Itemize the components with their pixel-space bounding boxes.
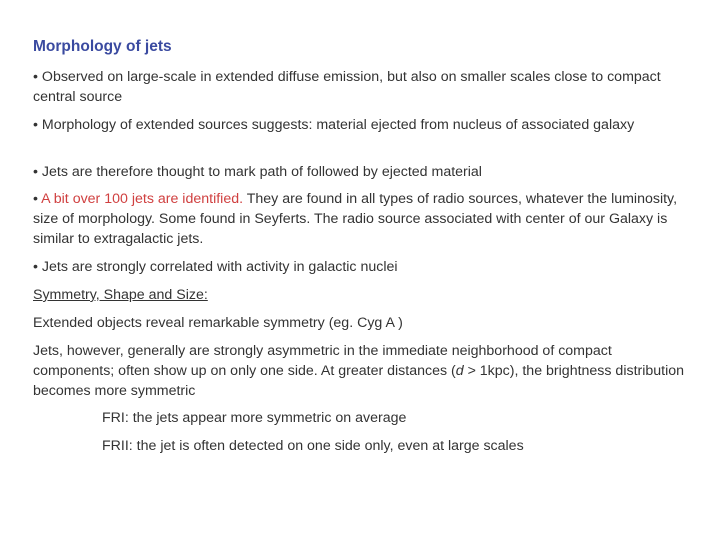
bullet-extended-sources: • Morphology of extended sources suggests: material ejected from nucleus of associated galaxy xyxy=(33,117,635,133)
bullet-marker: • xyxy=(33,191,42,207)
section-heading: Symmetry, Shape and Size: xyxy=(33,287,208,303)
bullet-path: • Jets are therefore thought to mark path of followed by ejected material xyxy=(33,164,482,180)
highlight-text: A bit over 100 jets are identified. xyxy=(41,191,244,207)
bullet-rest-text: They are found in all types of radio sources, whatever the luminosity, size of morphology. Some found in Seyferts. The radio source associated with center of our Galaxy is similar to extragalactic jets. xyxy=(33,191,678,247)
bullet-jet-count xyxy=(33,189,693,249)
symmetry-paragraph: Extended objects reveal remarkable symmetry (eg. Cyg A ) xyxy=(33,315,403,331)
fri-line: FRI: the jets appear more symmetric on average xyxy=(102,410,407,426)
asymmetry-paragraph xyxy=(33,341,693,401)
bullet-large-scale: • Observed on large-scale in extended diffuse emission, but also on smaller scales close to compact central source xyxy=(33,69,661,105)
asymmetry-text-start: Jets, however, generally are strongly asymmetric in the immediate neighborhood of compact components; often show up on only one side. At greater distances ( xyxy=(33,343,612,379)
frii-line: FRII: the jet is often detected on one side only, even at large scales xyxy=(102,438,524,454)
distance-variable: d xyxy=(455,363,464,379)
slide-title: Morphology of jets xyxy=(33,38,172,55)
asymmetry-text-end: > 1kpc), the brightness distribution becomes more symmetric xyxy=(33,363,685,399)
bullet-correlation: • Jets are strongly correlated with activity in galactic nuclei xyxy=(33,259,398,275)
